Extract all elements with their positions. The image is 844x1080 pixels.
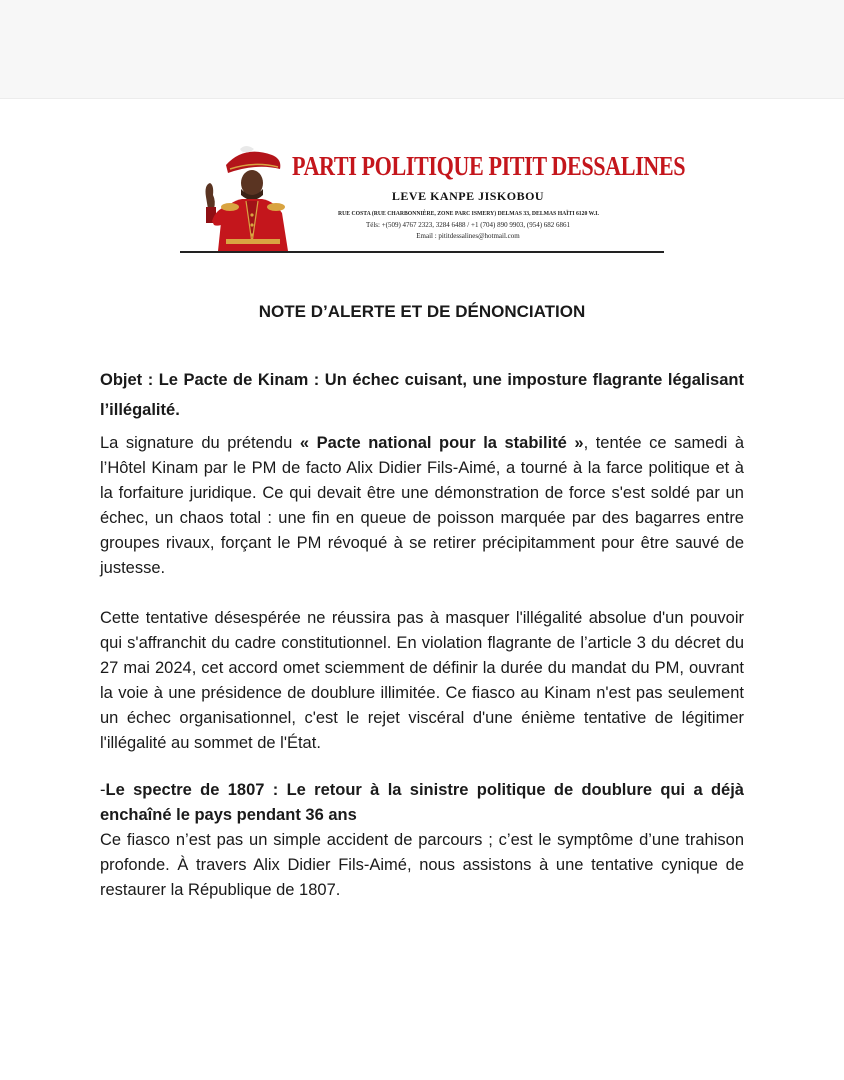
letterhead [180,143,686,253]
letterhead-divider [180,251,664,253]
document-page [0,99,844,1080]
top-margin [0,0,844,99]
section-heading [100,778,744,828]
paragraph-1-rest: , tentée ce samedi à l’Hôtel Kinam par le PM de facto Alix Didier Fils-Aimé, a tourné à la farce politique et à la forfaiture juridique. Ce qui devait être une démonstration de force s'est soldé par un échec, un chaos total : une fin en queue de poisson marquée par des bagarres entre groupes rivaux, forçant le PM révoqué à se retirer précipitamment pour être sauvé de justesse. [100,434,745,577]
party-name: PARTI POLITIQUE PITIT DESSALINES [292,151,686,181]
document-body [100,365,744,903]
letterhead-text [292,151,686,242]
party-motto: LEVE KANPE JISKOBOU [391,189,545,203]
paragraph-1 [100,431,744,581]
party-address: RUE COSTA (RUE CHARBONNIÈRE, ZONE PARC ISMERY) DELMAS 33, DELMAS HAÏTI 6120 W.I. [338,211,599,217]
party-phones: Téls: +(509) 4767 2323, 3284 6488 / +1 (704) 890 9903, (954) 682 6861 [365,221,571,229]
spacer [100,581,744,606]
dessalines-portrait-logo [196,143,304,251]
pact-name: « Pacte national pour la stabilité » [299,434,584,452]
paragraph-3: Ce fiasco n’est pas un simple accident de parcours ; c’est le symptôme d’une trahison profonde. À travers Alix Didier Fils-Aimé, nous assistons à une tentative cynique de restaurer la République de 1807. [100,831,744,899]
section-dash: - [100,781,106,799]
paragraph-2: Cette tentative désespérée ne réussira pas à masquer l'illégalité absolue d'un pouvoir qui s'affranchit du cadre constitutionnel. En violation flagrante de l’article 3 du décret du 27 mai 2024, cet accord omet sciemment de définir la durée du mandat du PM, ouvrant la voie à une présidence de doublure illimitée. Ce fiasco au Kinam n'est pas seulement un échec organisationnel, c'est le rejet viscéral d'une énième tentative de légitimer l'illégalité au sommet de l'État. [100,609,744,752]
spacer [100,756,744,778]
paragraph-1-intro: La signature du prétendu [100,434,300,452]
document-title: NOTE D’ALERTE ET DE DÉNONCIATION [258,302,586,321]
document-subject: Objet : Le Pacte de Kinam : Un échec cuisant, une imposture flagrante légalisant l’illégalité. [100,371,744,419]
party-email: Email : pititdessalines@hotmail.com [416,232,520,240]
section-heading-text: Le spectre de 1807 : Le retour à la sinistre politique de doublure qui a déjà enchaîné le pays pendant 36 ans [100,781,744,824]
